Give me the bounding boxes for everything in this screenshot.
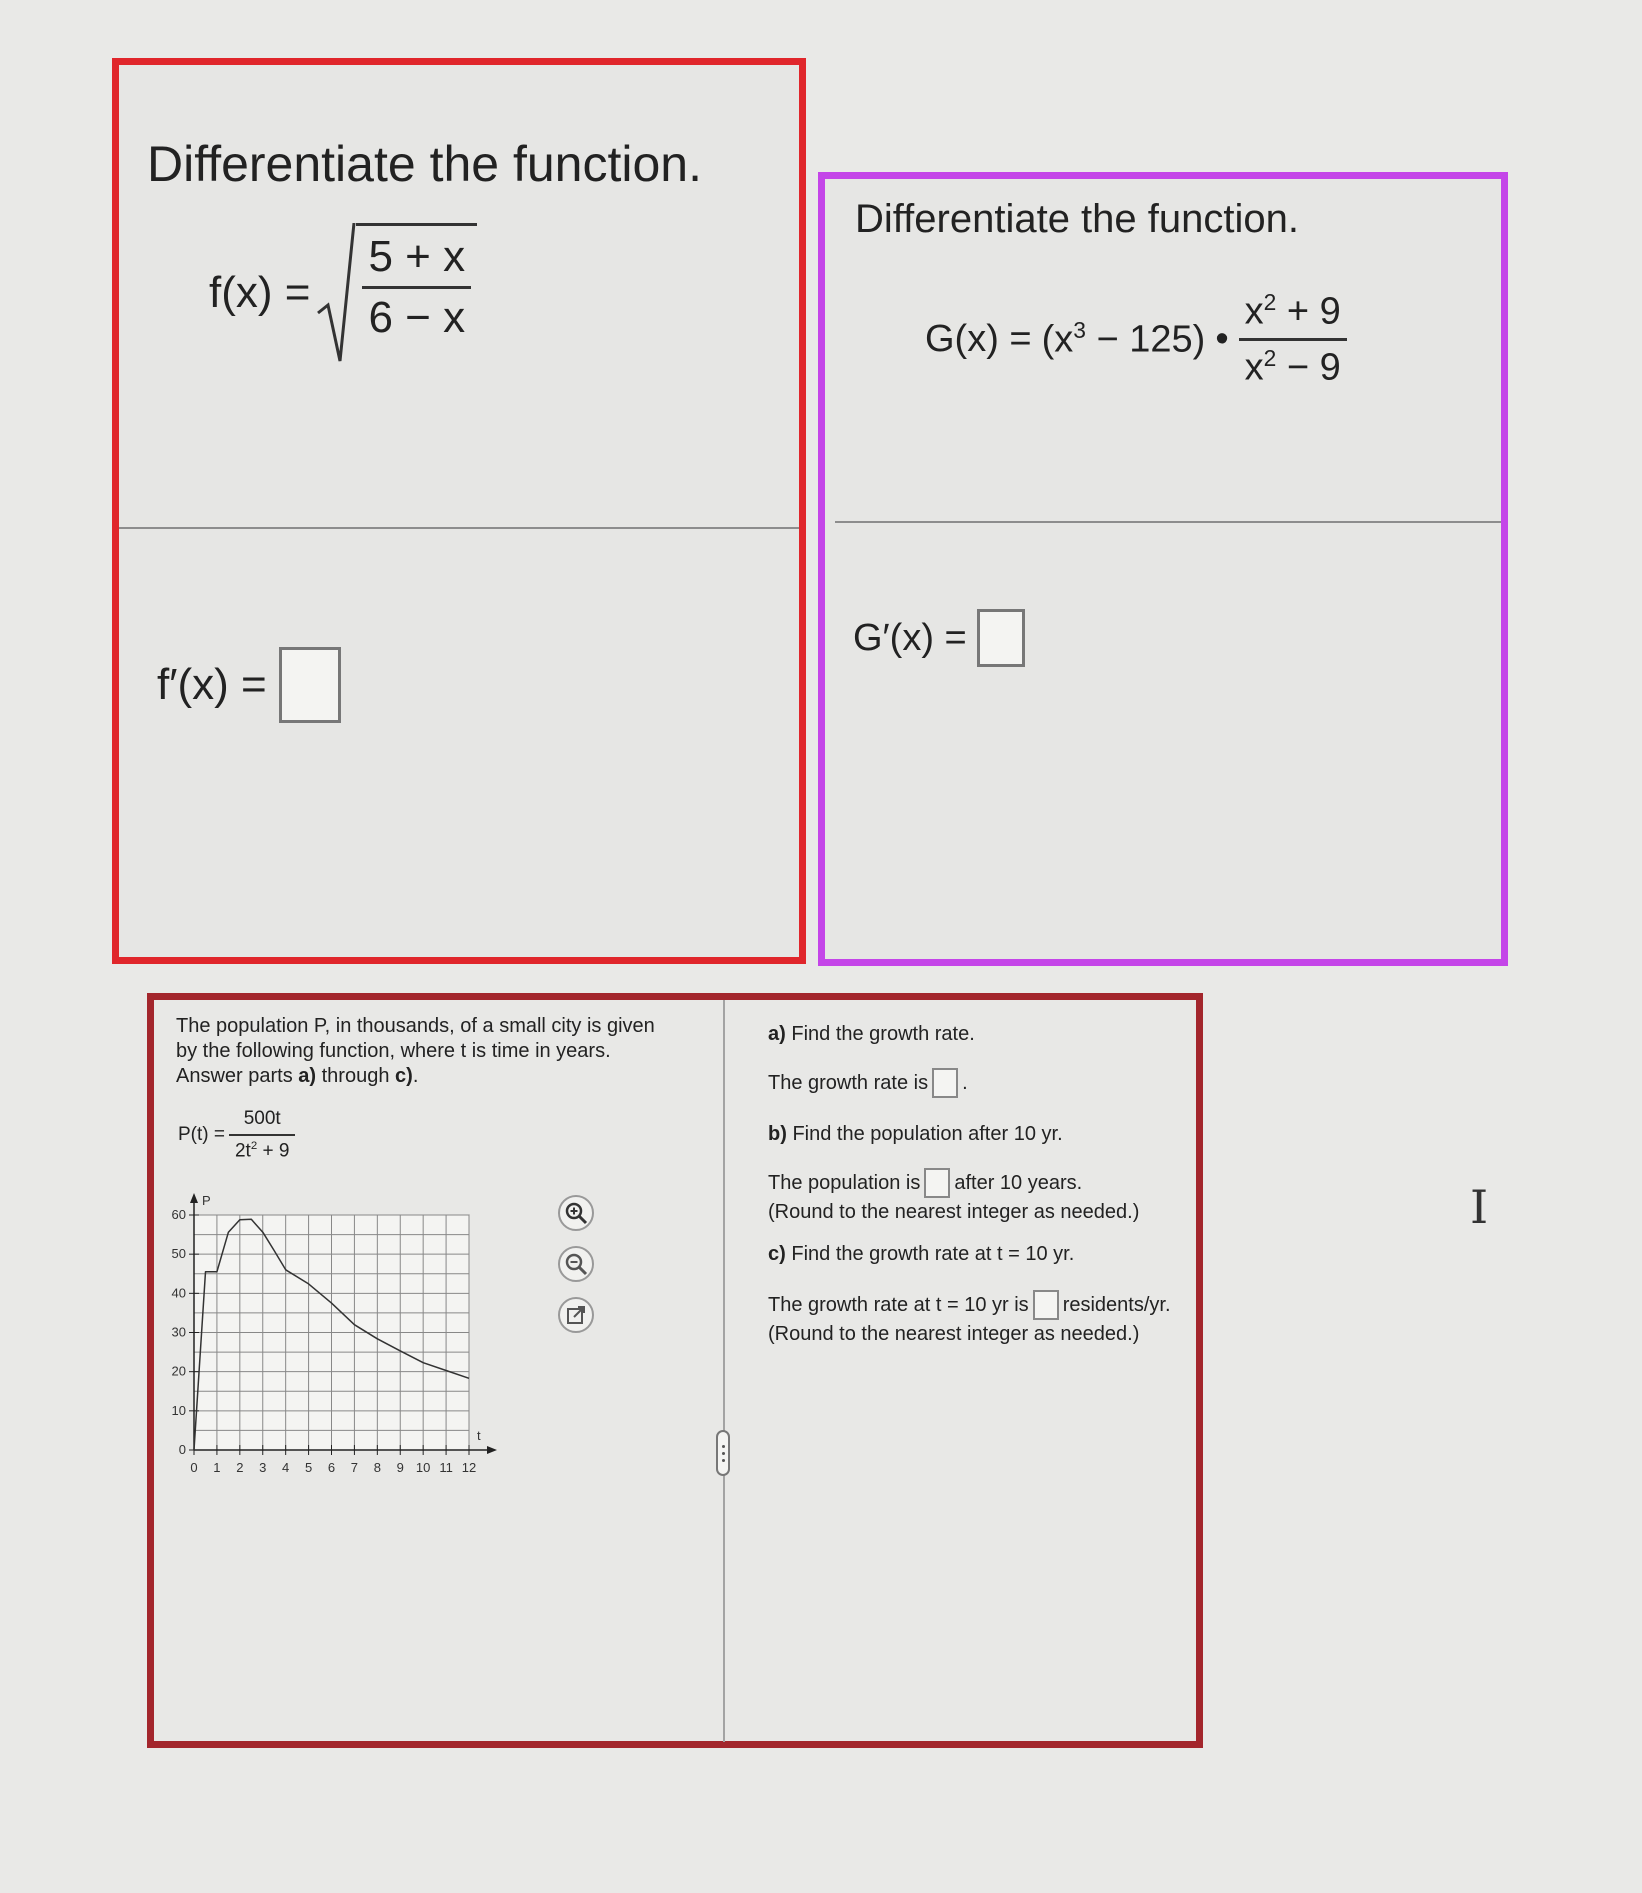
problem-panel-1 <box>112 58 806 964</box>
population-answer-box[interactable] <box>924 1168 950 1198</box>
y-tick-label: 20 <box>171 1363 186 1379</box>
p-fraction <box>229 1108 295 1162</box>
part-b-prompt: b) Find the population after 10 yr. <box>768 1123 1063 1145</box>
x-tick-label: 5 <box>304 1460 313 1475</box>
x-tick-label: 10 <box>415 1460 431 1475</box>
part-b-note: (Round to the nearest integer as needed.) <box>768 1201 1140 1223</box>
y-tick-label: 60 <box>171 1207 186 1222</box>
f-denominator: 6 − x <box>362 286 471 343</box>
x-tick-label: 7 <box>350 1460 359 1475</box>
zoom-out-button[interactable] <box>558 1246 594 1282</box>
p-numerator: 500t <box>243 1108 281 1129</box>
g-prime-label: G′(x) = <box>853 616 967 659</box>
problem-1-function <box>209 223 477 363</box>
x-tick-label: 3 <box>259 1460 267 1475</box>
x-tick-label: 4 <box>282 1460 290 1475</box>
external-link-icon <box>565 1304 587 1326</box>
f-prime-label: f′(x) = <box>157 660 267 709</box>
x-tick-label: 12 <box>461 1460 477 1475</box>
f-lhs: f(x) = <box>209 268 311 317</box>
g-denominator: $x^2 - 9$ <box>1239 338 1347 390</box>
zoom-out-icon <box>564 1252 588 1276</box>
radical-sign-icon <box>316 223 356 363</box>
p-function <box>178 1108 295 1162</box>
g-numerator: $x^2 + 9$ <box>1244 289 1341 333</box>
y-tick-label: 50 <box>171 1246 186 1262</box>
y-tick-label: 0 <box>178 1442 186 1457</box>
part-c-answer-row: The growth rate at t = 10 yr is residents/yr. <box>768 1290 1171 1320</box>
x-axis-arrow <box>487 1446 497 1454</box>
p-lhs: P(t) = <box>178 1124 225 1146</box>
square-root <box>316 223 477 363</box>
y-axis-label: P <box>202 1193 211 1208</box>
problem-2-title: Differentiate the function. <box>855 197 1299 241</box>
y-tick-label: 10 <box>171 1402 186 1418</box>
f-prime-answer-box[interactable] <box>279 647 341 723</box>
x-tick-label: 9 <box>396 1460 404 1475</box>
g-factor: $(x^3 - 125)$ <box>1041 316 1206 361</box>
problem-panel-2 <box>818 172 1508 966</box>
g-lhs: G(x) = <box>925 317 1032 360</box>
growth-rate-t10-answer-box[interactable] <box>1033 1290 1059 1320</box>
multiply-dot: • <box>1215 317 1229 360</box>
growth-rate-answer-box[interactable] <box>932 1068 958 1098</box>
problem-2-answer-row <box>853 609 1025 667</box>
x-tick-label: 2 <box>236 1460 244 1475</box>
text-cursor-icon: I <box>1470 1180 1489 1234</box>
problem-2-divider <box>835 521 1501 523</box>
part-a-prompt: a) Find the growth rate. <box>768 1023 975 1045</box>
x-axis-label: t <box>477 1428 481 1443</box>
problem-2-function <box>925 289 1347 389</box>
intro-line-3: Answer parts a) through c). <box>176 1065 419 1087</box>
x-tick-label: 8 <box>373 1460 381 1475</box>
part-c-note: (Round to the nearest integer as needed.) <box>768 1323 1140 1345</box>
radicand <box>356 223 477 363</box>
problem-1-divider <box>119 527 799 529</box>
x-tick-label: 11 <box>439 1460 453 1475</box>
g-fraction <box>1239 289 1347 389</box>
zoom-in-button[interactable] <box>558 1195 594 1231</box>
external-link-button[interactable] <box>558 1297 594 1333</box>
part-c-prompt: c) Find the growth rate at t = 10 yr. <box>768 1243 1075 1265</box>
part-a-answer-row: The growth rate is . <box>768 1068 968 1098</box>
part-b-answer-row: The population is after 10 years. <box>768 1168 1082 1198</box>
f-fraction <box>362 232 471 343</box>
x-tick-label: 0 <box>190 1460 198 1475</box>
intro-line-1: The population P, in thousands, of a small city is given <box>176 1015 655 1037</box>
y-axis-arrow <box>190 1193 198 1203</box>
population-chart <box>154 1190 554 1550</box>
problem-1-title: Differentiate the function. <box>147 136 702 192</box>
x-tick-label: 1 <box>213 1460 221 1475</box>
intro-line-2: by the following function, where t is time in years. <box>176 1040 611 1062</box>
problem-1-answer-row <box>157 647 341 723</box>
y-tick-label: 30 <box>171 1324 186 1340</box>
zoom-in-icon <box>564 1201 588 1225</box>
y-tick-label: 40 <box>171 1285 186 1301</box>
column-divider <box>723 1000 725 1742</box>
pane-resize-handle[interactable] <box>716 1430 730 1476</box>
p-denominator: $2t^2 + 9$ <box>229 1134 295 1162</box>
x-tick-label: 6 <box>327 1460 336 1475</box>
g-prime-answer-box[interactable] <box>977 609 1025 667</box>
f-numerator: 5 + x <box>368 232 466 281</box>
problem-panel-3 <box>147 993 1203 1748</box>
